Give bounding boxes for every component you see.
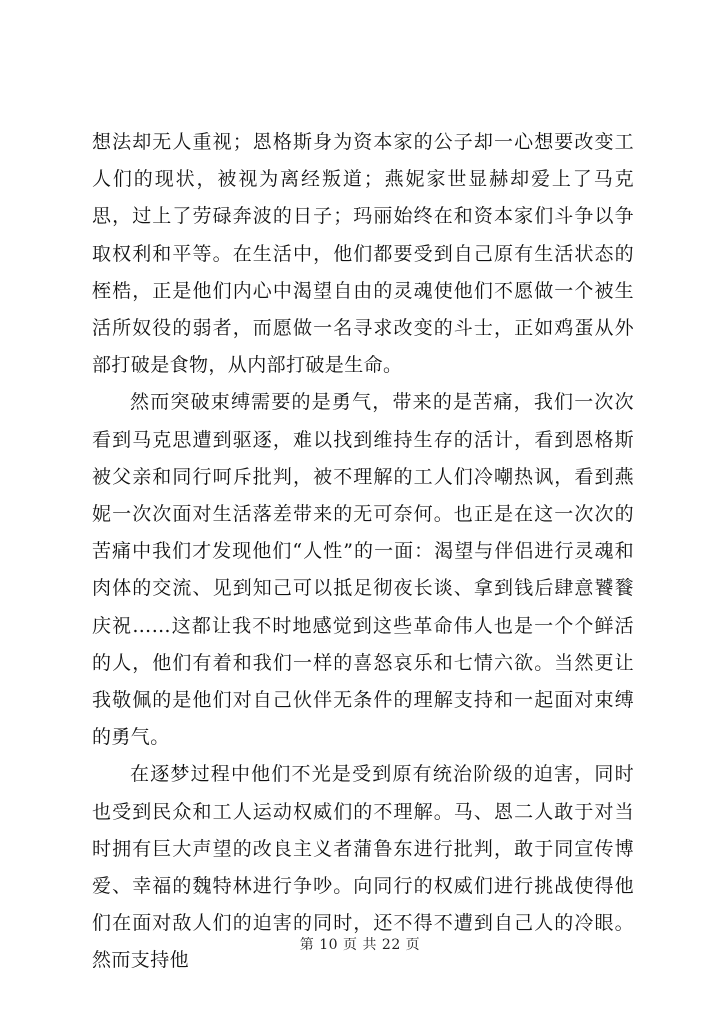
paragraph-2: 然而突破束缚需要的是勇气，带来的是苦痛，我们一次次看到马克思遭到驱逐，难以找到维持生存的活计，看到恩格斯被父亲和同行呵斥批判，被不理解的工人们冷嘲热讽，看到燕妮一次次面对生活落差带来的无可奈何。也正是在这一次次的苦痛中我们才发现他们“人性”的一面：渴望与伴侣进行灵魂和肉体的交流、见到知己可以抵足彻夜长谈、拿到钱后肆意饕餮庆祝……这都让我不时地感觉到这些革命伟人也是一个个鲜活的人，他们有着和我们一样的喜怒哀乐和七情六欲。当然更让我敬佩的是他们对自己伙伴无条件的理解支持和一起面对束缚的勇气。 <box>92 391 634 749</box>
paragraph-1: 想法却无人重视；恩格斯身为资本家的公子却一心想要改变工人们的现状，被视为离经叛道；燕妮家世显赫却爱上了马克思，过上了劳碌奔波的日子；玛丽始终在和资本家们斗争以争取权利和平等。在生活中，他们都要受到自己原有生活状态的桎梏，正是他们内心中渴望自由的灵魂使他们不愿做一个被生活所奴役的弱者，而愿做一名寻求改变的斗士，正如鸡蛋从外部打破是食物，从内部打破是生命。 <box>92 131 634 377</box>
paragraph-3: 在逐梦过程中他们不光是受到原有统治阶级的迫害，同时也受到民众和工人运动权威们的不理解。马、恩二人敢于对当时拥有巨大声望的改良主义者蒲鲁东进行批判，敢于同宣传博爱、幸福的魏特林进行争吵。向同行的权威们进行挑战使得他们在面对敌人们的迫害的同时，还不得不遭到自己人的冷眼。然而支持他 <box>92 763 634 972</box>
document-body <box>92 124 634 980</box>
page-footer: 第 10 页 共 22 页 <box>299 937 421 953</box>
